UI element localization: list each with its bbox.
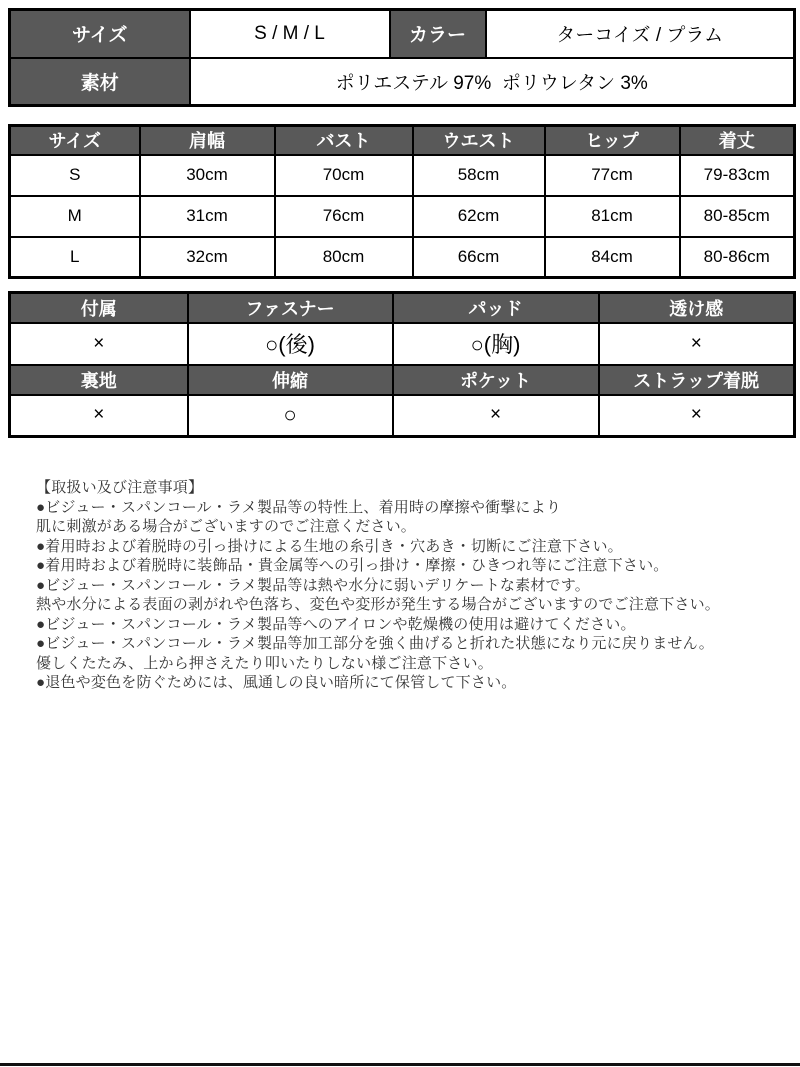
bust-cell: 70cm bbox=[275, 155, 413, 196]
size-chart-header-bust: バスト bbox=[275, 126, 413, 155]
feature-value-lining: × bbox=[10, 395, 188, 437]
size-cell: S bbox=[10, 155, 140, 196]
size-label-cell: サイズ bbox=[10, 10, 190, 58]
feature-header-row-1 bbox=[10, 293, 795, 323]
feature-value-stretch: ○ bbox=[188, 395, 393, 437]
feature-value-row-2 bbox=[10, 395, 795, 437]
shoulder-cell: 32cm bbox=[140, 237, 275, 278]
size-value-cell: S / M / L bbox=[190, 10, 390, 58]
care-notes bbox=[36, 478, 778, 693]
waist-cell: 62cm bbox=[413, 196, 545, 237]
material-value-cell: ポリエステル 97% ポリウレタン 3% bbox=[190, 58, 795, 106]
hip-cell: 81cm bbox=[545, 196, 680, 237]
size-chart-row-s bbox=[10, 155, 795, 196]
feature-value-zipper: ○(後) bbox=[188, 323, 393, 365]
color-label-cell: カラー bbox=[390, 10, 486, 58]
care-line: ●ビジュー・スパンコール・ラメ製品等は熱や水分に弱いデリケートな素材です。 bbox=[36, 576, 590, 594]
size-chart-table bbox=[8, 124, 796, 279]
length-cell: 79-83cm bbox=[680, 155, 795, 196]
feature-header-lining: 裏地 bbox=[10, 365, 188, 395]
feature-header-sheerness: 透け感 bbox=[599, 293, 795, 323]
feature-header-pocket: ポケット bbox=[393, 365, 599, 395]
care-line: ●退色や変色を防ぐためには、風通しの良い暗所にて保管して下さい。 bbox=[36, 674, 517, 691]
shoulder-cell: 30cm bbox=[140, 155, 275, 196]
size-chart-header-row bbox=[10, 126, 795, 155]
feature-table bbox=[8, 291, 796, 438]
feature-header-stretch: 伸縮 bbox=[188, 365, 393, 395]
color-value-cell: ターコイズ / プラム bbox=[486, 10, 795, 58]
feature-value-pad: ○(胸) bbox=[393, 323, 599, 365]
care-line: ●着用時および着脱時の引っ掛けによる生地の糸引き・穴あき・切断にご注意下さい。 bbox=[36, 537, 623, 555]
shoulder-cell: 31cm bbox=[140, 196, 275, 237]
length-cell: 80-85cm bbox=[680, 196, 795, 237]
table-row bbox=[10, 58, 795, 106]
bust-cell: 76cm bbox=[275, 196, 413, 237]
size-chart-header-shoulder: 肩幅 bbox=[140, 126, 275, 155]
feature-value-row-1 bbox=[10, 323, 795, 365]
hip-cell: 84cm bbox=[545, 237, 680, 278]
size-chart-header-length: 着丈 bbox=[680, 126, 795, 155]
care-line: ●ビジュー・スパンコール・ラメ製品等へのアイロンや乾燥機の使用は避けてください。 bbox=[36, 615, 636, 633]
feature-value-pocket: × bbox=[393, 395, 599, 437]
length-cell: 80-86cm bbox=[680, 237, 795, 278]
care-line: ●ビジュー・スパンコール・ラメ製品等の特性上、着用時の摩擦や衝撃により bbox=[36, 498, 562, 516]
size-chart-header-waist: ウエスト bbox=[413, 126, 545, 155]
feature-header-strap: ストラップ着脱 bbox=[599, 365, 795, 395]
feature-header-row-2 bbox=[10, 365, 795, 395]
size-chart-header-size: サイズ bbox=[10, 126, 140, 155]
size-cell: L bbox=[10, 237, 140, 278]
feature-header-pad: パッド bbox=[393, 293, 599, 323]
care-line: ●着用時および着脱時に装飾品・貴金属等への引っ掛け・摩擦・ひきつれ等にご注意下さい。 bbox=[36, 557, 669, 574]
feature-header-zipper: ファスナー bbox=[188, 293, 393, 323]
size-cell: M bbox=[10, 196, 140, 237]
care-line: 肌に刺激がある場合がございますのでご注意ください。 bbox=[36, 518, 417, 535]
size-chart-header-hip: ヒップ bbox=[545, 126, 680, 155]
care-title: 【取扱い及び注意事項】 bbox=[36, 479, 204, 496]
bottom-divider-line bbox=[0, 1063, 800, 1066]
care-line: ●ビジュー・スパンコール・ラメ製品等加工部分を強く曲げると折れた状態になり元に戻りません。 bbox=[36, 635, 714, 652]
feature-header-accessories: 付属 bbox=[10, 293, 188, 323]
feature-value-strap: × bbox=[599, 395, 795, 437]
hip-cell: 77cm bbox=[545, 155, 680, 196]
care-line: 優しくたたみ、上から押さえたり叩いたりしない様ご注意下さい。 bbox=[36, 654, 493, 672]
size-chart-row-l bbox=[10, 237, 795, 278]
material-label-cell: 素材 bbox=[10, 58, 190, 106]
care-line: 熱や水分による表面の剥がれや色落ち、変色や変形が発生する場合がございますのでご注意下さい。 bbox=[36, 596, 721, 613]
waist-cell: 58cm bbox=[413, 155, 545, 196]
feature-value-sheerness: × bbox=[599, 323, 795, 365]
spec-top-table bbox=[8, 8, 796, 107]
feature-value-accessories: × bbox=[10, 323, 188, 365]
size-chart-row-m bbox=[10, 196, 795, 237]
waist-cell: 66cm bbox=[413, 237, 545, 278]
bust-cell: 80cm bbox=[275, 237, 413, 278]
table-row bbox=[10, 10, 795, 58]
